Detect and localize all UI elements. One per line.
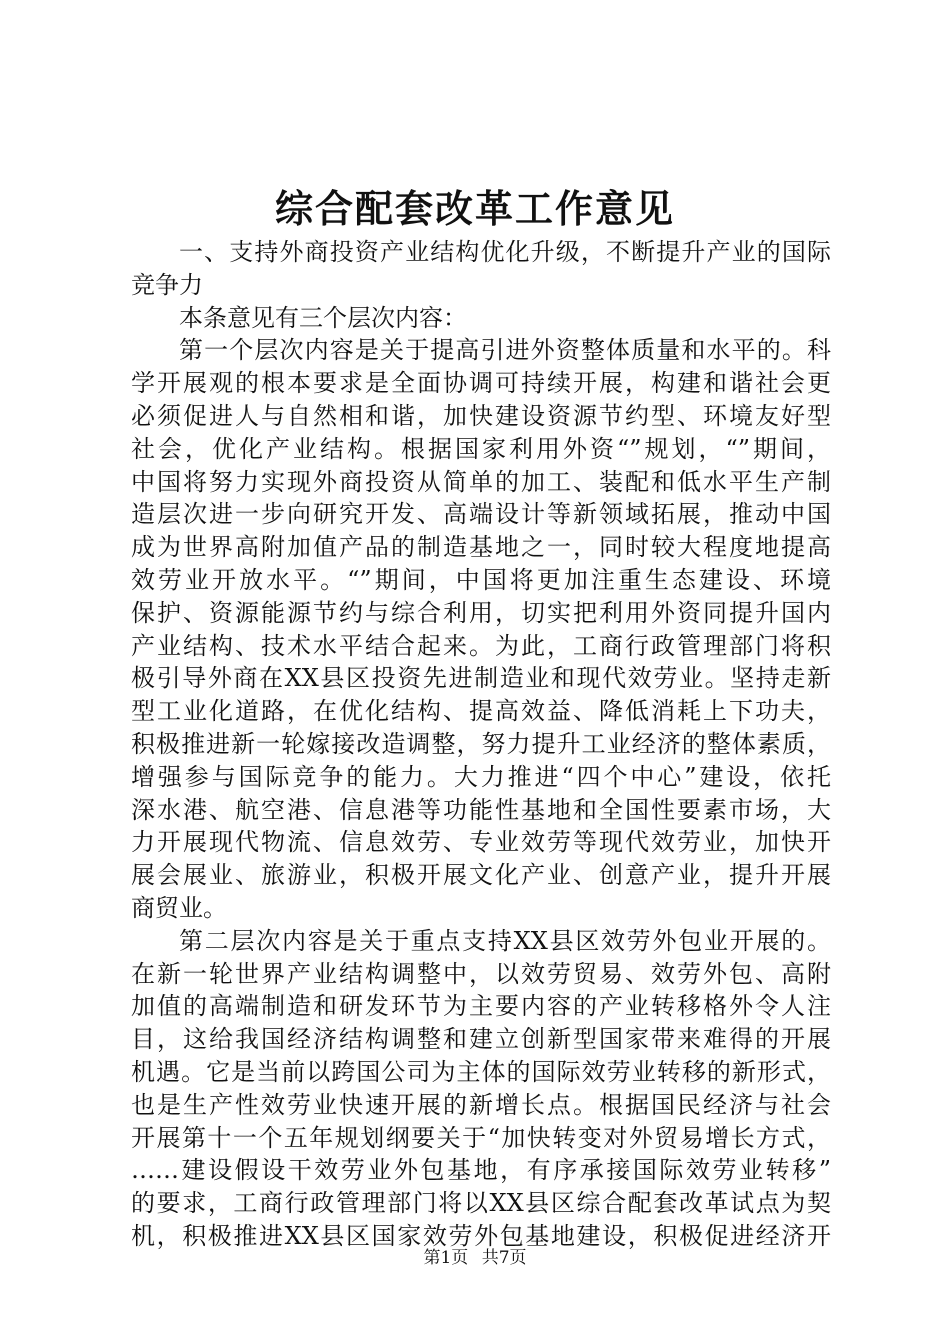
text-line: 中国将努力实现外商投资从简单的加工、装配和低水平生产制: [131, 467, 831, 496]
text-line: 积极推进新一轮嫁接改造调整，努力提升工业经济的整体素质，: [131, 729, 831, 758]
text-line: 增强参与国际竞争的能力。大力推进“四个中心”建设，依托: [131, 762, 831, 791]
text-line: ……建设假设干效劳业外包基地，有序承接国际效劳业转移”: [131, 1156, 831, 1185]
text-line: 也是生产性效劳业快速开展的新增长点。根据国民经济与社会: [131, 1090, 831, 1119]
text-line: 机，积极推进XX县区国家效劳外包基地建设，积极促进经济开: [131, 1221, 831, 1250]
text-line: 的要求，工商行政管理部门将以XX县区综合配套改革试点为契: [131, 1189, 831, 1218]
text-line: 产业结构、技术水平结合起来。为此，工商行政管理部门将积: [131, 631, 831, 660]
text-line: 竞争力: [131, 270, 203, 299]
text-line: 效劳业开放水平。“”期间，中国将更加注重生态建设、环境: [131, 565, 831, 594]
text-line: 社会，优化产业结构。根据国家利用外资“”规划，“”期间，: [131, 434, 831, 463]
text-line: 在新一轮世界产业结构调整中，以效劳贸易、效劳外包、高附: [131, 959, 831, 988]
text-line: 成为世界高附加值产品的制造基地之一，同时较大程度地提高: [131, 533, 831, 562]
text-line: 深水港、航空港、信息港等功能性基地和全国性要素市场，大: [131, 795, 831, 824]
page-footer: [0, 1246, 950, 1270]
text-line: 造层次进一步向研究开发、高端设计等新领域拓展，推动中国: [131, 500, 831, 529]
page-total: 共7页: [481, 1248, 527, 1268]
text-line: 本条意见有三个层次内容：: [179, 303, 467, 332]
text-line: 学开展观的根本要求是全面协调可持续开展，构建和谐社会更: [131, 369, 831, 398]
text-line: 机遇。它是当前以跨国公司为主体的国际效劳业转移的新形式，: [131, 1057, 831, 1086]
document-title: 综合配套改革工作意见: [274, 186, 675, 231]
text-line: 加值的高端制造和研发环节为主要内容的产业转移格外令人注: [131, 992, 831, 1021]
text-line: 商贸业。: [131, 893, 227, 922]
document-body: [131, 236, 831, 1253]
text-line: 型工业化道路，在优化结构、提高效益、降低消耗上下功夫，: [131, 697, 831, 726]
text-line: 第二层次内容是关于重点支持XX县区效劳外包业开展的。: [179, 926, 831, 955]
text-line: 目，这给我国经济结构调整和建立创新型国家带来难得的开展: [131, 1025, 831, 1054]
text-line: 保护、资源能源节约与综合利用，切实把利用外资同提升国内: [131, 598, 831, 627]
text-line: 极引导外商在XX县区投资先进制造业和现代效劳业。坚持走新: [131, 664, 831, 693]
text-line: 第一个层次内容是关于提高引进外资整体质量和水平的。科: [179, 336, 831, 365]
text-line: 力开展现代物流、信息效劳、专业效劳等现代效劳业，加快开: [131, 828, 831, 857]
text-line: 展会展业、旅游业，积极开展文化产业、创意产业，提升开展: [131, 861, 831, 890]
text-line: 开展第十一个五年规划纲要关于“加快转变对外贸易增长方式，: [131, 1123, 831, 1152]
text-line: 必须促进人与自然相和谐，加快建设资源节约型、环境友好型: [131, 401, 831, 430]
page-number: 第1页: [423, 1248, 469, 1268]
text-line: 一、支持外商投资产业结构优化升级，不断提升产业的国际: [179, 238, 831, 266]
